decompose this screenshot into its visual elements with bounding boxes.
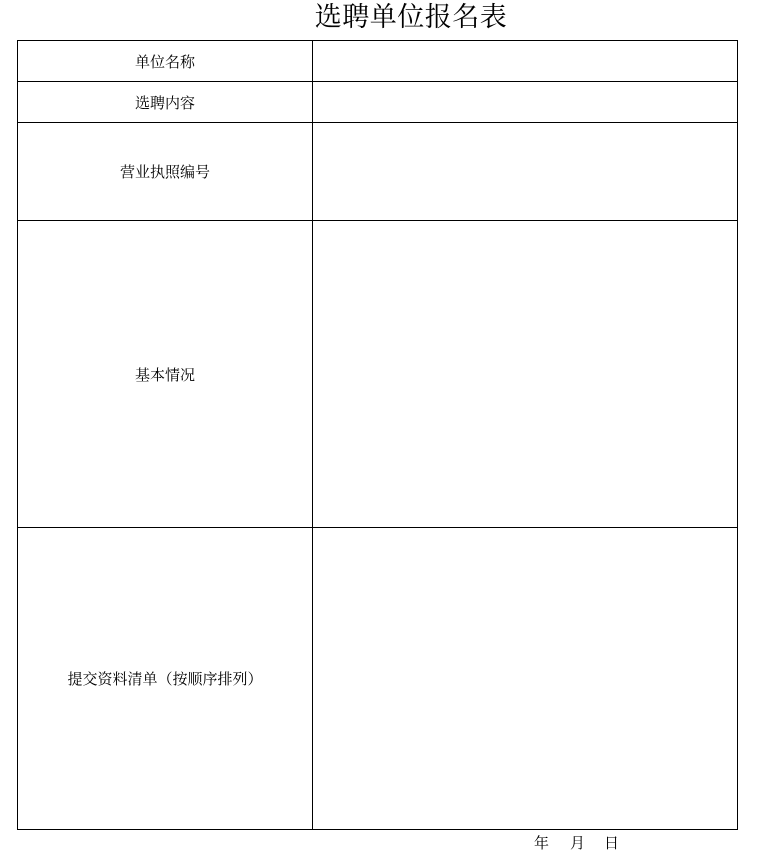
date-year-label: 年 xyxy=(534,834,550,852)
submitted-documents-label: 提交资料清单（按顺序排列） xyxy=(18,528,313,830)
unit-name-label: 单位名称 xyxy=(18,41,313,82)
unit-name-field[interactable] xyxy=(313,41,738,82)
date-line xyxy=(534,832,619,853)
table-row xyxy=(18,82,738,123)
table-row xyxy=(18,123,738,221)
business-license-number-label: 营业执照编号 xyxy=(18,123,313,221)
date-month-label: 月 xyxy=(570,834,586,852)
selection-content-label: 选聘内容 xyxy=(18,82,313,123)
submitted-documents-field[interactable] xyxy=(313,528,738,830)
basic-info-label: 基本情况 xyxy=(18,221,313,528)
selection-content-field[interactable] xyxy=(313,82,738,123)
table-row xyxy=(18,41,738,82)
basic-info-field[interactable] xyxy=(313,221,738,528)
business-license-number-field[interactable] xyxy=(313,123,738,221)
registration-form-table xyxy=(17,40,738,830)
table-row xyxy=(18,221,738,528)
table-row xyxy=(18,528,738,830)
form-title: 选聘单位报名表 xyxy=(314,2,508,33)
date-day-label: 日 xyxy=(604,834,620,852)
